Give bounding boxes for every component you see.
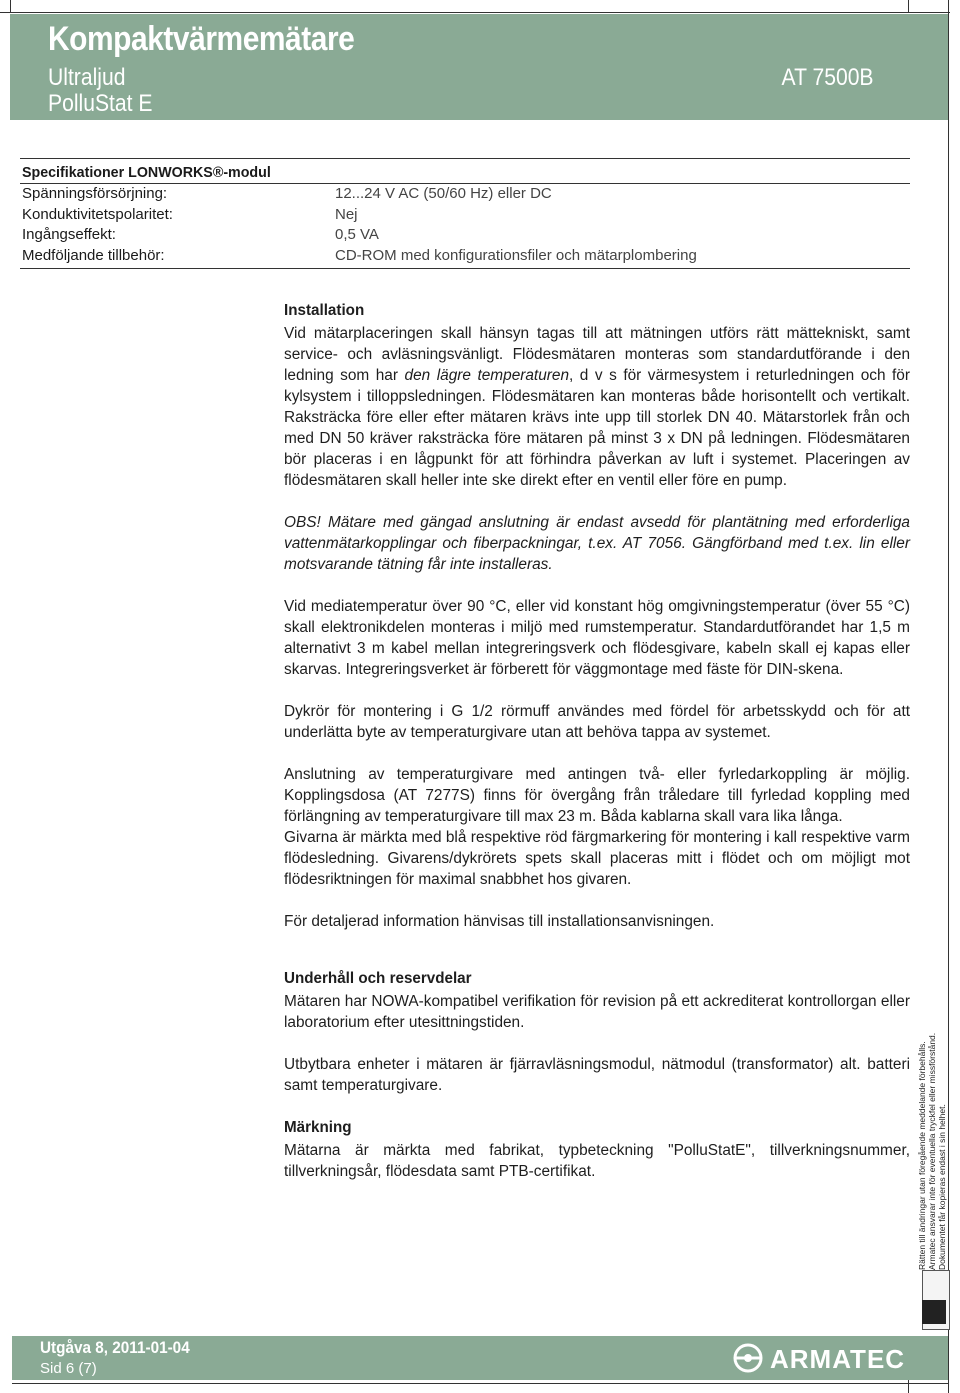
notice-text: OBS! Mätare med gängad anslutning är endast avsedd för plantätning med erforderliga vattenmätarkopplingar och fiberpackningar, t.ex. AT 7056. Gängförband med t.ex. lin eller motsvarande tätning får inte installeras. [284,514,910,573]
edition-label: Utgåva 8, 2011-01-04 [40,1338,190,1357]
brand-logo [732,1342,932,1374]
crop-mark [10,0,11,12]
section-heading-maintenance: Underhåll och reservdelar [284,970,472,987]
emphasis-text: den lägre temperaturen [404,367,570,384]
section-heading-installation: Installation [284,302,365,319]
paragraph-text: Vid mätarplaceringen skall hänsyn tagas till att mätningen utförs rätt mättekniskt, samt service- och avläsningsvänligt. Flödesmätaren monteras som standardutförande i den ledning som har [284,325,910,384]
divider [20,158,910,159]
paragraph: Mätarna är märkta med fabrikat, typbeteckning "PolluStatE", tillverkningsnummer, tillverkningsår, flödesdata samt PTB-certifikat. [284,1142,910,1180]
crop-mark [0,12,950,13]
product-name: PolluStat E [48,90,153,117]
page-number: Sid 6 (7) [40,1360,97,1377]
spec-value: Nej [335,205,358,223]
brand-name: ARMATEC [770,1344,906,1374]
paragraph: För detaljerad information hänvisas till installationsanvisningen. [284,913,715,930]
document-subtitle: Ultraljud [48,64,126,91]
spec-label: Spänningsförsörjning: [22,185,168,202]
spec-row [20,246,910,267]
spec-table [20,158,910,269]
notice-paragraph [284,512,910,575]
armatec-logo-icon [732,1342,764,1374]
spec-row [20,205,910,226]
spec-row [20,225,910,246]
divider [20,268,910,269]
product-code: AT 7500B [782,64,874,91]
paragraph: Dykrör för montering i G 1/2 rörmuff användes med fördel för arbetsskydd och för att underlätta byte av temperaturgivare utan att behöva tappa av systemet. [284,703,910,741]
paragraph: Mätaren har NOWA-kompatibel verifikation för revision på ett ackrediterat kontrollorgan eller laboratorium efter utesittningstiden. [284,993,910,1031]
spec-label: Medföljande tillbehör: [22,246,165,264]
spec-label: Konduktivitetspolaritet: [22,205,173,223]
spec-value: CD-ROM med konfigurationsfiler och mätarplombering [335,246,697,264]
document-title: Kompaktvärmemätare [48,20,355,58]
spec-row [20,184,910,205]
crop-mark [12,1383,948,1384]
footer-band [12,1336,948,1380]
header-band [10,14,948,120]
section-heading-marking: Märkning [284,1119,352,1136]
paragraph: Vid mediatemperatur över 90 °C, eller vid konstant hög omgivningstemperatur (över 55 °C) skall elektronikdelen monteras i miljö med rumstemperatur. Standardutförandet har 1,5 m alternativt 3 m kabel mellan integreringsverk och flödesgivare, kabeln skall ej kapas eller skarvas. Integreringsverket är förberett för väggmontage med fäste för DIN-skena. [284,598,910,678]
disclaimer-line: Dokumentet får kopieras endast i sin helhet. [937,1104,947,1270]
disclaimer-line: Rätten till ändringar utan föregående meddelande förbehålls. [917,1041,927,1270]
side-disclaimer [915,1032,947,1270]
paragraph: Givarna är märkta med blå respektive röd färgmarkering för montering i kall respektive varm flödesledning. Givarens/dykrörets spets skall placeras mitt i flödet och om möjligt mot flödesriktningen för maximal snabbhet hos givaren. [284,829,910,888]
crop-mark [948,0,949,1393]
spec-title: Specifikationer LONWORKS®-modul [22,164,271,181]
disclaimer-text [917,1033,947,1270]
crop-mark [908,1380,909,1393]
spec-value: 12...24 V AC (50/60 Hz) eller DC [335,185,552,202]
spec-value: 0,5 VA [335,226,379,243]
spec-label: Ingångseffekt: [22,226,116,243]
body-text [284,300,910,1182]
certification-logo-icon [922,1300,946,1324]
paragraph: Anslutning av temperaturgivare med antingen två- eller fyrledarkoppling är möjlig. Kopplingsdosa (AT 7277S) finns för övergång från tråledare till fyrledad koppling med förlängning av temperaturgivare till max 23 m. Båda kablarna skall vara lika långa. [284,766,910,825]
crop-mark [908,0,909,12]
paragraph-text: , d v s för värmesystem i returledningen och för kylsystem i tilloppsledningen. Flödesmätaren kan monteras både horisontellt och vertikalt. Raksträcka före eller efter mätaren krävs inte upp till storlek DN 40. Mätarstorlek från och med DN 50 kräver raksträcka före mätaren på minst 3 x DN på ledningen. Flödesmätaren bör placeras i en lågpunkt för att förhindra påverkan av luft i systemet. Placeringen av flödesmätaren skall heller inte ske direkt efter en ventil eller före en pump. [284,367,910,489]
paragraph [284,323,910,491]
paragraph: Utbytbara enheter i mätaren är fjärravläsningsmodul, nätmodul (transformator) alt. batteri samt temperaturgivare. [284,1056,910,1094]
disclaimer-line: Armatec ansvarar inte för eventuella tryckfel eller missförstånd. [927,1032,937,1270]
